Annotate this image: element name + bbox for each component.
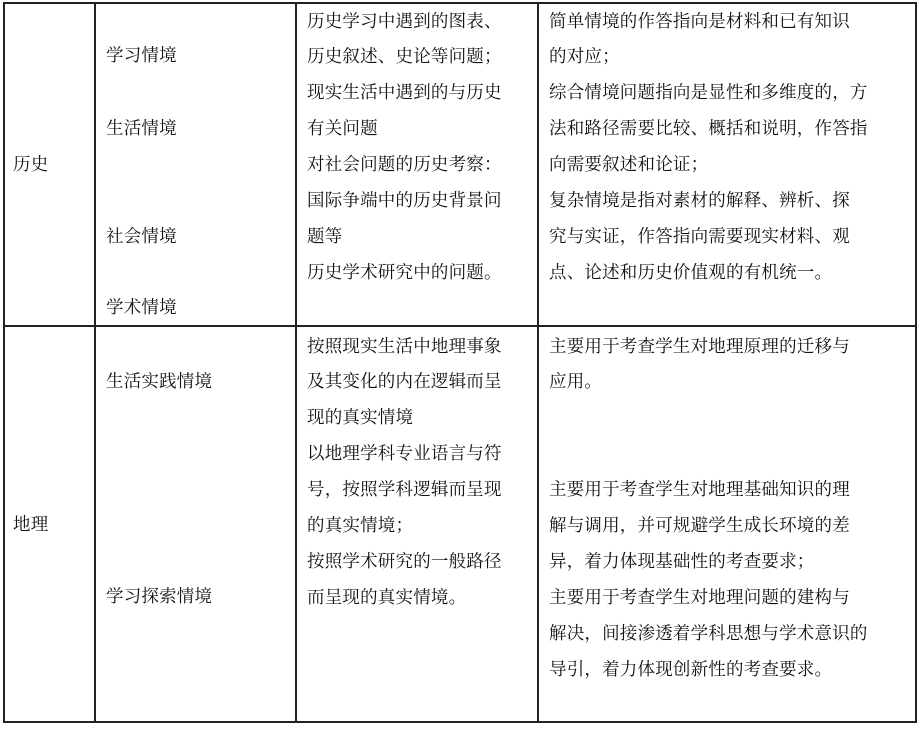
requirement-line: 解决，间接渗透着学科思想与学术意识的 [549, 624, 868, 644]
requirement-line: 主要用于考查学生对地理问题的建构与 [549, 588, 850, 608]
table-border-bottom [3, 721, 917, 723]
requirement-line: 主要用于考查学生对地理原理的迁移与 [549, 337, 850, 357]
requirement-line: 法和路径需要比较、概括和说明，作答指 [549, 119, 868, 139]
situation-label: 生活实践情境 [106, 372, 213, 392]
row-divider [3, 325, 917, 327]
requirement-line: 异，着力体现基础性的考查要求； [549, 552, 815, 572]
description-line: 历史叙述、史论等问题； [307, 47, 502, 67]
col-divider-1 [94, 2, 96, 723]
description-line: 对社会问题的历史考察： [307, 155, 502, 175]
description-line: 历史学术研究中的问题。 [307, 263, 502, 283]
subject-geography: 地理 [13, 515, 49, 535]
situation-label: 生活情境 [106, 119, 177, 139]
requirement-line: 主要用于考查学生对地理基础知识的理 [549, 480, 850, 500]
comparison-table [3, 2, 917, 722]
requirement-line: 究与实证，作答指向需要现实材料、观 [549, 227, 850, 247]
description-line: 现的真实情境 [307, 408, 414, 428]
requirement-line: 简单情境的作答指向是材料和已有知识 [549, 12, 850, 32]
table-border-right [915, 2, 917, 723]
description-line: 题等 [307, 227, 343, 247]
description-line: 以地理学科专业语言与符 [307, 444, 502, 464]
description-line: 历史学习中遇到的图表、 [307, 12, 502, 32]
situation-label: 学术情境 [106, 298, 177, 318]
description-line: 按照学术研究的一般路径 [307, 552, 502, 572]
requirement-line: 导引，着力体现创新性的考查要求。 [549, 660, 833, 680]
description-line: 号，按照学科逻辑而呈现 [307, 480, 502, 500]
col-divider-3 [537, 2, 539, 723]
requirement-line: 综合情境问题指向是显性和多维度的，方 [549, 83, 868, 103]
col-divider-2 [295, 2, 297, 723]
requirement-line: 复杂情境是指对素材的解释、辨析、探 [549, 191, 850, 211]
requirement-line: 的对应； [549, 47, 620, 67]
requirement-line: 解与调用，并可规避学生成长环境的差 [549, 516, 850, 536]
description-line: 国际争端中的历史背景问 [307, 191, 502, 211]
situation-label: 学习情境 [106, 46, 177, 66]
description-line: 及其变化的内在逻辑而呈 [307, 372, 502, 392]
situation-label: 学习探索情境 [106, 587, 213, 607]
description-line: 有关问题 [307, 119, 378, 139]
requirement-line: 应用。 [549, 372, 603, 392]
description-line: 的真实情境； [307, 516, 414, 536]
table-border-left [3, 2, 5, 723]
description-line: 而呈现的真实情境。 [307, 588, 467, 608]
table-border-top [3, 2, 917, 4]
description-line: 按照现实生活中地理事象 [307, 337, 502, 357]
situation-label: 社会情境 [106, 227, 177, 247]
subject-history: 历史 [13, 155, 49, 175]
requirement-line: 向需要叙述和论证； [549, 155, 709, 175]
description-line: 现实生活中遇到的与历史 [307, 83, 502, 103]
requirement-line: 点、论述和历史价值观的有机统一。 [549, 263, 833, 283]
